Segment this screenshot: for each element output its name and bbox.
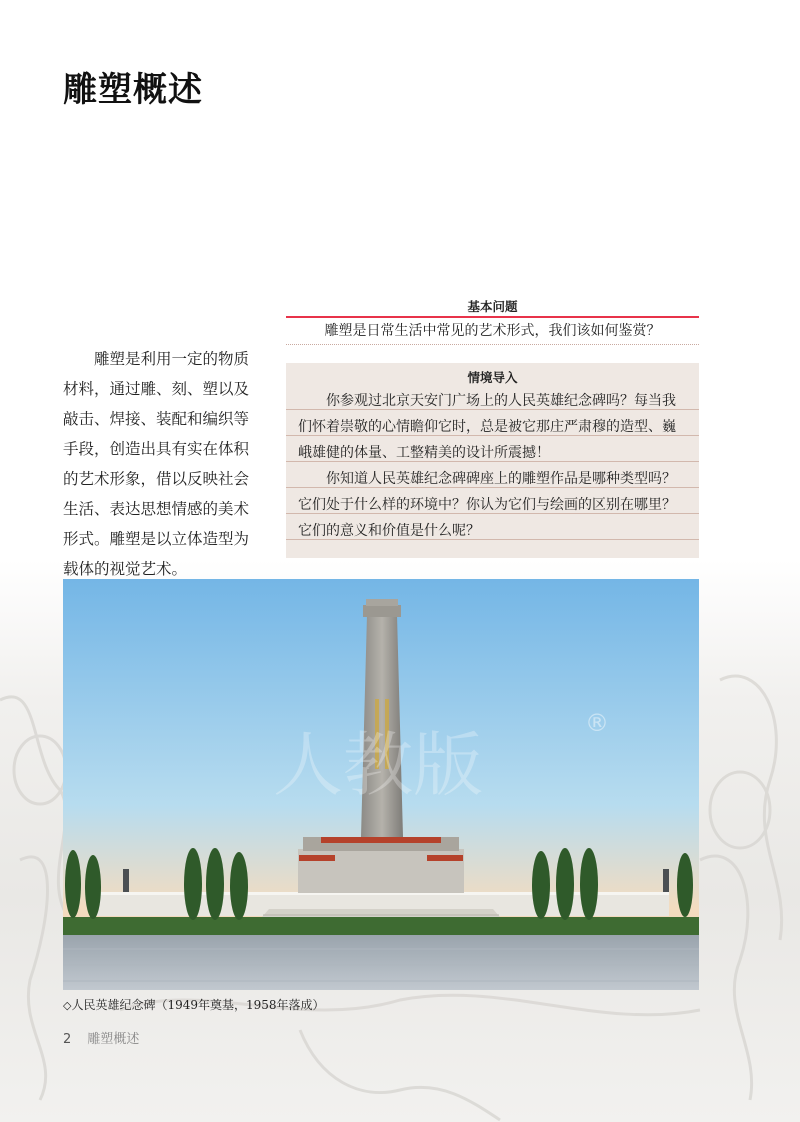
basic-question-rule — [286, 316, 699, 318]
situation-heading: 情境导入 — [467, 370, 518, 385]
intro-paragraph: 雕塑是利用一定的物质材料，通过雕、刻、塑以及敲击、焊接、装配和编织等手段，创造出具有实在体积的艺术形象，借以反映社会生活、表达思想情感的美术形式。雕塑是以立体造型为载体的视觉艺术。 — [63, 350, 250, 578]
monument-illustration — [63, 579, 699, 990]
watermark-text: 人教版 — [273, 724, 483, 806]
situation-paragraph-2: 你知道人民英雄纪念碑碑座上的雕塑作品是哪种类型吗？它们处于什么样的环境中？你认为它们与绘画的区别在哪里？它们的意义和价值是什么呢？ — [298, 471, 676, 539]
page-number: 2 — [63, 1032, 72, 1047]
basic-question-text: 雕塑是日常生活中常见的艺术形式，我们该如何鉴赏？ — [286, 321, 699, 345]
caption-diamond-icon: ◇ — [63, 999, 72, 1012]
situation-intro-box — [286, 363, 699, 558]
caption-text: 人民英雄纪念碑（1949年奠基，1958年落成） — [71, 998, 325, 1012]
situation-body — [286, 385, 699, 544]
photo-caption — [63, 996, 325, 1013]
chapter-title: 雕塑概述 — [63, 70, 203, 110]
monument-photo — [63, 579, 699, 990]
page-footer — [63, 1028, 139, 1047]
basic-question-box — [286, 298, 699, 345]
basic-question-heading: 基本问题 — [467, 299, 518, 314]
situation-paragraph-1: 你参观过北京天安门广场上的人民英雄纪念碑吗？每当我们怀着崇敬的心情瞻仰它时，总是被它那庄严肃穆的造型、巍峨雄健的体量、工整精美的设计所震撼！ — [298, 393, 676, 461]
footer-section-title: 雕塑概述 — [87, 1032, 140, 1047]
registered-mark: ® — [585, 709, 609, 737]
